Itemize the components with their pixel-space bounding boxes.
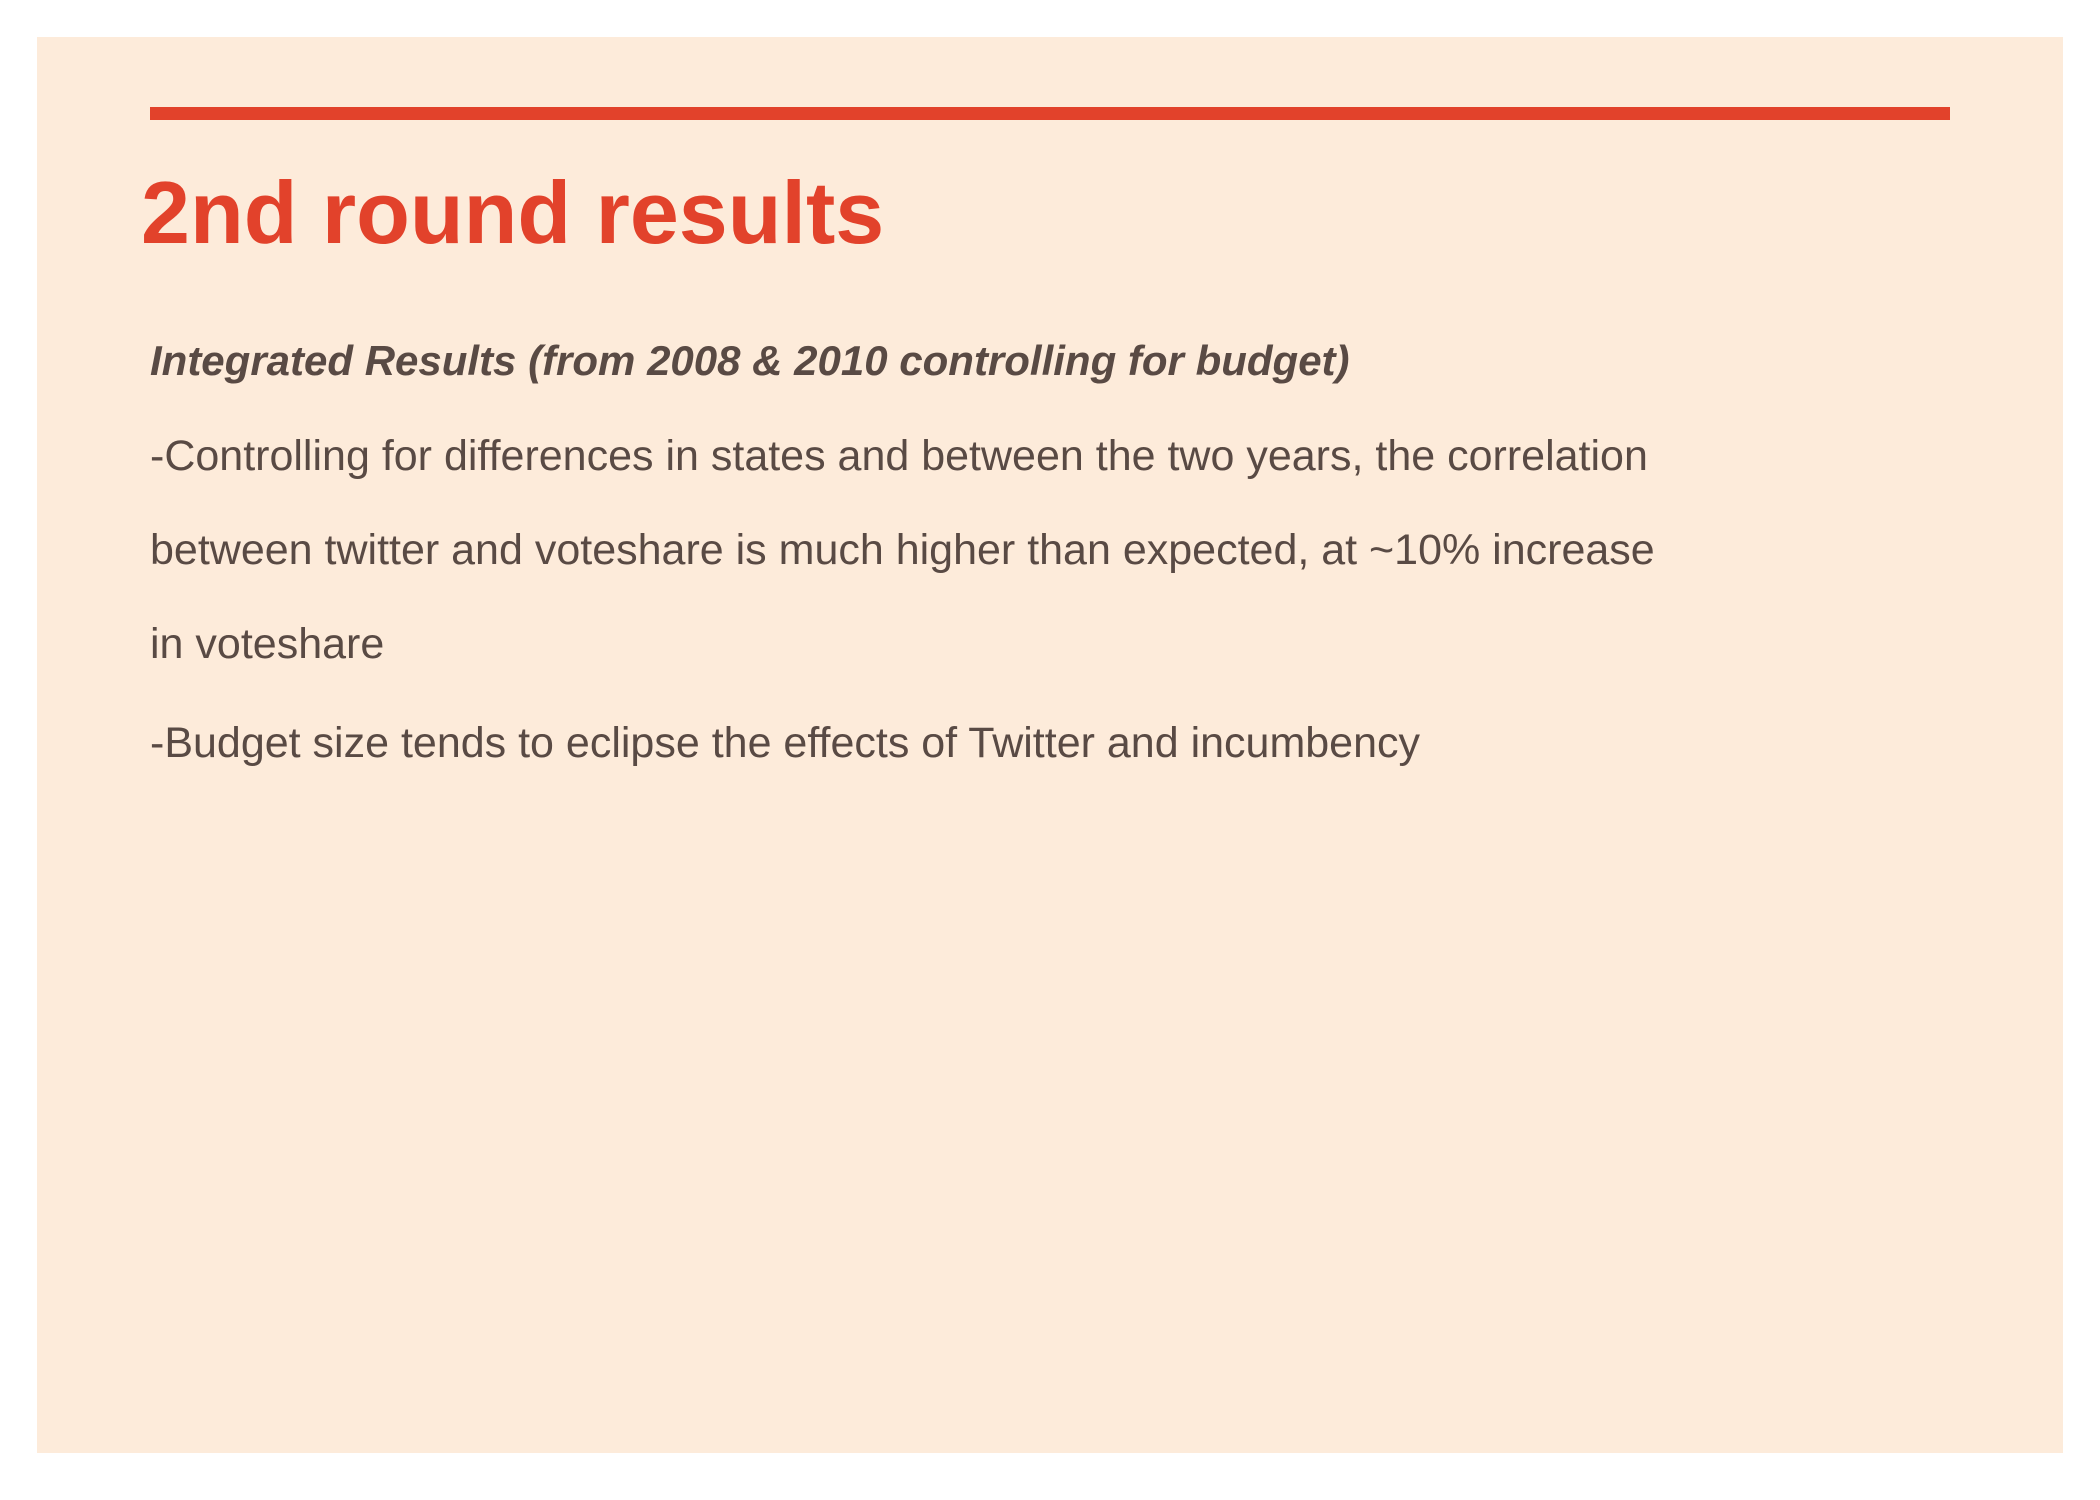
- slide-title: 2nd round results: [141, 163, 885, 262]
- bullet-paragraph-1: [150, 409, 1900, 691]
- bullet-paragraph-2: -Budget size tends to eclipse the effects of Twitter and incumbency: [150, 719, 1421, 767]
- title-accent-rule: [150, 107, 1950, 120]
- paragraph-line: -Controlling for differences in states and between the two years, the correlation: [150, 432, 1648, 480]
- slide-body: [150, 333, 1900, 771]
- slide-canvas: [37, 37, 2063, 1453]
- slide-subheading: Integrated Results (from 2008 & 2010 controlling for budget): [150, 337, 1350, 384]
- paragraph-line: in voteshare: [150, 620, 385, 668]
- paragraph-line: between twitter and voteshare is much higher than expected, at ~10% increase: [150, 526, 1655, 574]
